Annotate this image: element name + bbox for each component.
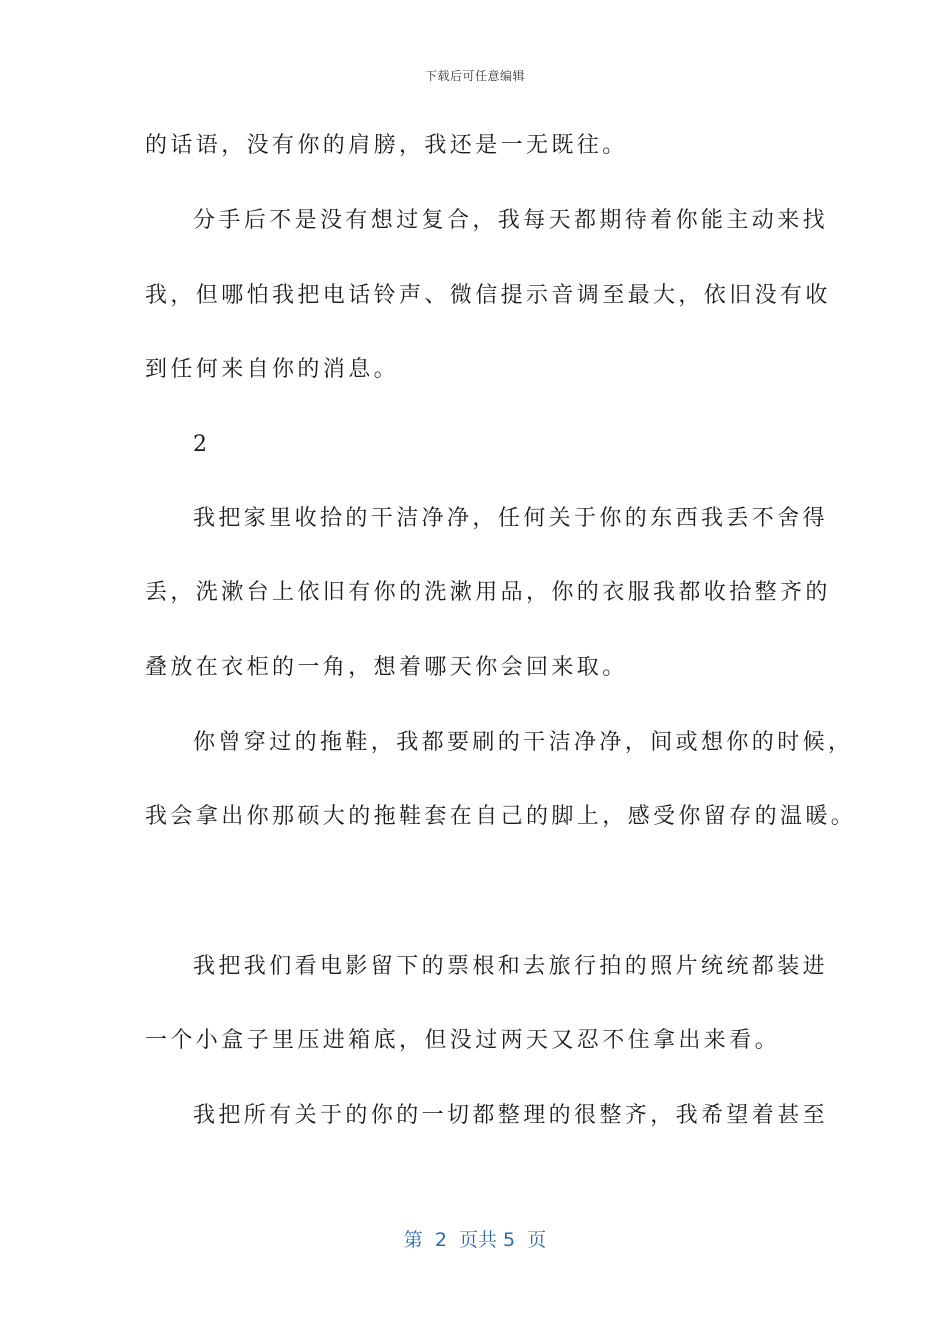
text-line: 我，但哪怕我把电话铃声、微信提示音调至最大，依旧没有收 [145, 283, 831, 308]
text-line: 我把家里收拾的干洁净净，任何关于你的东西我丢不舍得 [193, 506, 829, 531]
text-line: 的话语，没有你的肩膀，我还是一无既往。 [145, 133, 628, 158]
text-line: 丢，洗漱台上依旧有你的洗漱用品，你的衣服我都收拾整齐的 [145, 580, 831, 605]
page-number-footer: 第 2 页共 5 页 [403, 1229, 547, 1251]
text-line: 我把我们看电影留下的票根和去旅行拍的照片统统都装进 [193, 954, 829, 979]
text-line: 叠放在衣柜的一角，想着哪天你会回来取。 [145, 655, 628, 680]
header-note: 下载后可任意编辑 [424, 69, 525, 83]
text-line: 你曾穿过的拖鞋，我都要刷的干洁净净，间或想你的时候， [193, 730, 854, 755]
text-line: 到任何来自你的消息。 [145, 357, 400, 382]
text-line: 分手后不是没有想过复合，我每天都期待着你能主动来找 [193, 208, 829, 233]
text-line: 我把所有关于的你的一切都整理的很整齐，我希望着甚至 [193, 1103, 829, 1128]
section-number: 2 [193, 432, 211, 457]
text-line: 一个小盒子里压进箱底，但没过两天又忍不住拿出来看。 [145, 1028, 781, 1053]
text-line: 我会拿出你那硕大的拖鞋套在自己的脚上，感受你留存的温暖。 [145, 804, 857, 829]
